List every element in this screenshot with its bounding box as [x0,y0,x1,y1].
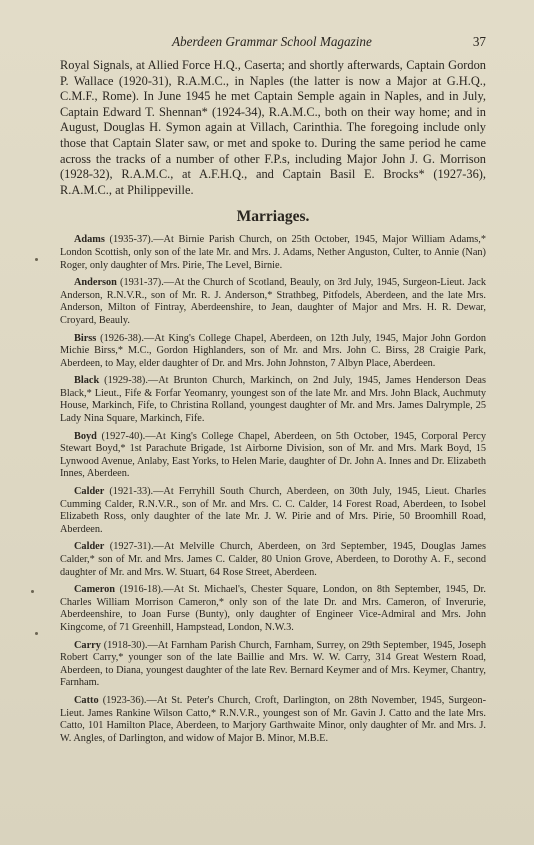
marriage-entry [60,640,486,690]
margin-speck [35,258,38,261]
entry-surname: Black [74,375,100,387]
section-heading: Marriages. [236,208,310,226]
entry-text: (1927-31).—At Melville Church, Aberdeen, on 3rd September, 1945, Douglas James Calder,* son of Mr. and Mrs. James C. Calder, 80 Union Grove, Aberdeen, to Dorothy A. F., second daughter of Mr. and Mrs. W. Stuart, 64 Rose Street, Aberdeen. [60,541,486,578]
entry-text: (1927-40).—At King's College Chapel, Aberdeen, on 5th October, 1945, Corporal Percy Stewart Boyd,* 1st Parachute Brigade, 1st Airborne Division, son of Mr. and Mrs. Mark Boyd, 15 Lynwood Avenue, Anlaby, East Yorks, to Helen Marie, daughter of Dr. John A. Innes and Dr. Elizabeth Innes, Aberdeen. [60,430,486,480]
entry-text: (1926-38).—At King's College Chapel, Aberdeen, on 12th July, 1945, Major John Gordon Michie Birss,* M.C., Gordon Highlanders, son of Mr. and Mrs. John C. Birss, 28 Craigie Park, Aberdeen, to May, elder daughter of Dr. and Mrs. John Johnston, 7 Albyn Place, Aberdeen. [60,332,486,369]
marriage-entry [60,584,486,634]
entry-text: (1931-37).—At the Church of Scotland, Beauly, on 3rd July, 1945, Surgeon-Lieut. Jack Anderson, R.N.V.R., son of Mr. R. J. Anderson,* Strathbeg, Pitfodels, Aberdeen, and the late Mrs. Anderson, Milton of Fintray, Aberdeenshire, to Jean, daughter of Major and Mrs. H. R. Dewar, Croyard, Beauly. [60,277,486,326]
entry-surname: Adams [74,234,105,246]
entry-surname: Birss [74,332,97,344]
entry-surname: Boyd [74,430,97,442]
marriage-entry [60,333,486,371]
entry-surname: Carry [74,639,101,651]
entry-text: (1916-18).—At St. Michael's, Chester Square, London, on 8th September, 1945, Dr. Charles William Morrison Cameron,* only son of the late Dr. and Mrs. Cameron, of Inverurie, Aberdeenshire, to Joan Furse (Bunty), only daughter of Engineer Vice-Admiral and Mrs. John Kingcome, of 71 Greenhill, Hampstead, London, N.W.3. [60,584,486,633]
entry-text: (1921-33).—At Ferryhill South Church, Aberdeen, on 30th July, 1945, Lieut. Charles Cumming Calder, R.N.V.R., son of Mr. and Mrs. C. C. Calder, 14 Forest Road, Aberdeen, to Isobel Elizabeth Ross, only daughter of the late Mr. J. W. Pirie and of Mrs. Pirie, 50 Broomhill Road, Aberdeen. [60,486,486,535]
entry-text: (1929-38).—At Brunton Church, Markinch, on 2nd July, 1945, James Henderson Deas Black,* Lieut., Fife & Forfar Yeomanry, youngest son of the late Mr. and Mrs. John Black, Auchmuty House, Markinch, Fife, to Christina Rolland, youngest daughter of Mr. and Mrs. James Dalrymple, 25 Lady Nina Square, Markinch, Fife. [60,375,486,425]
entry-text: (1935-37).—At Birnie Parish Church, on 25th October, 1945, Major William Adams,* London Scottish, only son of the late Mr. and Mrs. J. Adams, Nether Anguston, Culter, to Annie (Nan) Roger, only daughter of Mrs. Pirie, The Level, Birnie. [60,234,486,271]
marriage-entry [60,541,486,579]
entry-surname: Anderson [74,277,117,289]
marriage-entry [60,375,486,425]
marriage-entry [60,431,486,481]
marriage-entry [60,234,486,272]
magazine-title: Aberdeen Grammar School Magazine [172,34,372,49]
margin-speck [31,590,34,593]
intro-paragraph: Royal Signals, at Allied Force H.Q., Caserta; and shortly afterwards, Captain Gordon P. Wallace (1920-31), R.A.M.C., in Naples (the latter is now a Major at G.H.Q., C.M.F., Rome). In June 1945 he met Captain Semple again in Naples, and in July, Captain Edward T. Shennan* (1924-34), R.A.M.C., both on their way home; and in August, Douglas H. Symon again at Villach, Carinthia. The foregoing include only those that Captain Slater saw, or met and spoke to. During the same period he came across the tracks of a number of other F.P.s, including Major John J. G. Morrison (1928-32), R.A.M.C., at A.F.H.Q., and Captain Basil E. Brocks* (1927-36), R.A.M.C., at Philippeville. [60,58,486,197]
marriage-entry [60,486,486,536]
marriage-entries [60,234,486,745]
entry-surname: Calder [74,541,105,553]
running-head [60,34,486,54]
entry-surname: Calder [74,486,105,498]
marriage-entry [60,695,486,745]
entry-text: (1923-36).—At St. Peter's Church, Croft, Darlington, on 28th November, 1945, Surgeon-Lieut. James Rankine Wilson Catto,* R.N.V.R., youngest son of Mr. Gavin J. Catto and the late Mrs. Catto, 101 Hamilton Place, Aberdeen, to Marjory Garthwaite Minor, only daughter of Mr. and Mrs. J. W. Angles, of Darlington, and widow of Major B. Minor, M.B.E. [60,694,486,744]
marriage-entry [60,277,486,327]
entry-surname: Catto [74,694,99,706]
page-number: 37 [472,34,486,49]
margin-speck [35,632,38,635]
entry-text: (1918-30).—At Farnham Parish Church, Farnham, Surrey, on 29th September, 1945, Joseph Robert Carry,* younger son of the late Baillie and Mrs. W. W. Carry, 314 Great Western Road, Aberdeen, to Diana, youngest daughter of the late Rev. Bernard Keymer and of Mrs. Keymer, Chantry, Farnham. [60,639,486,689]
entry-surname: Cameron [74,584,115,596]
